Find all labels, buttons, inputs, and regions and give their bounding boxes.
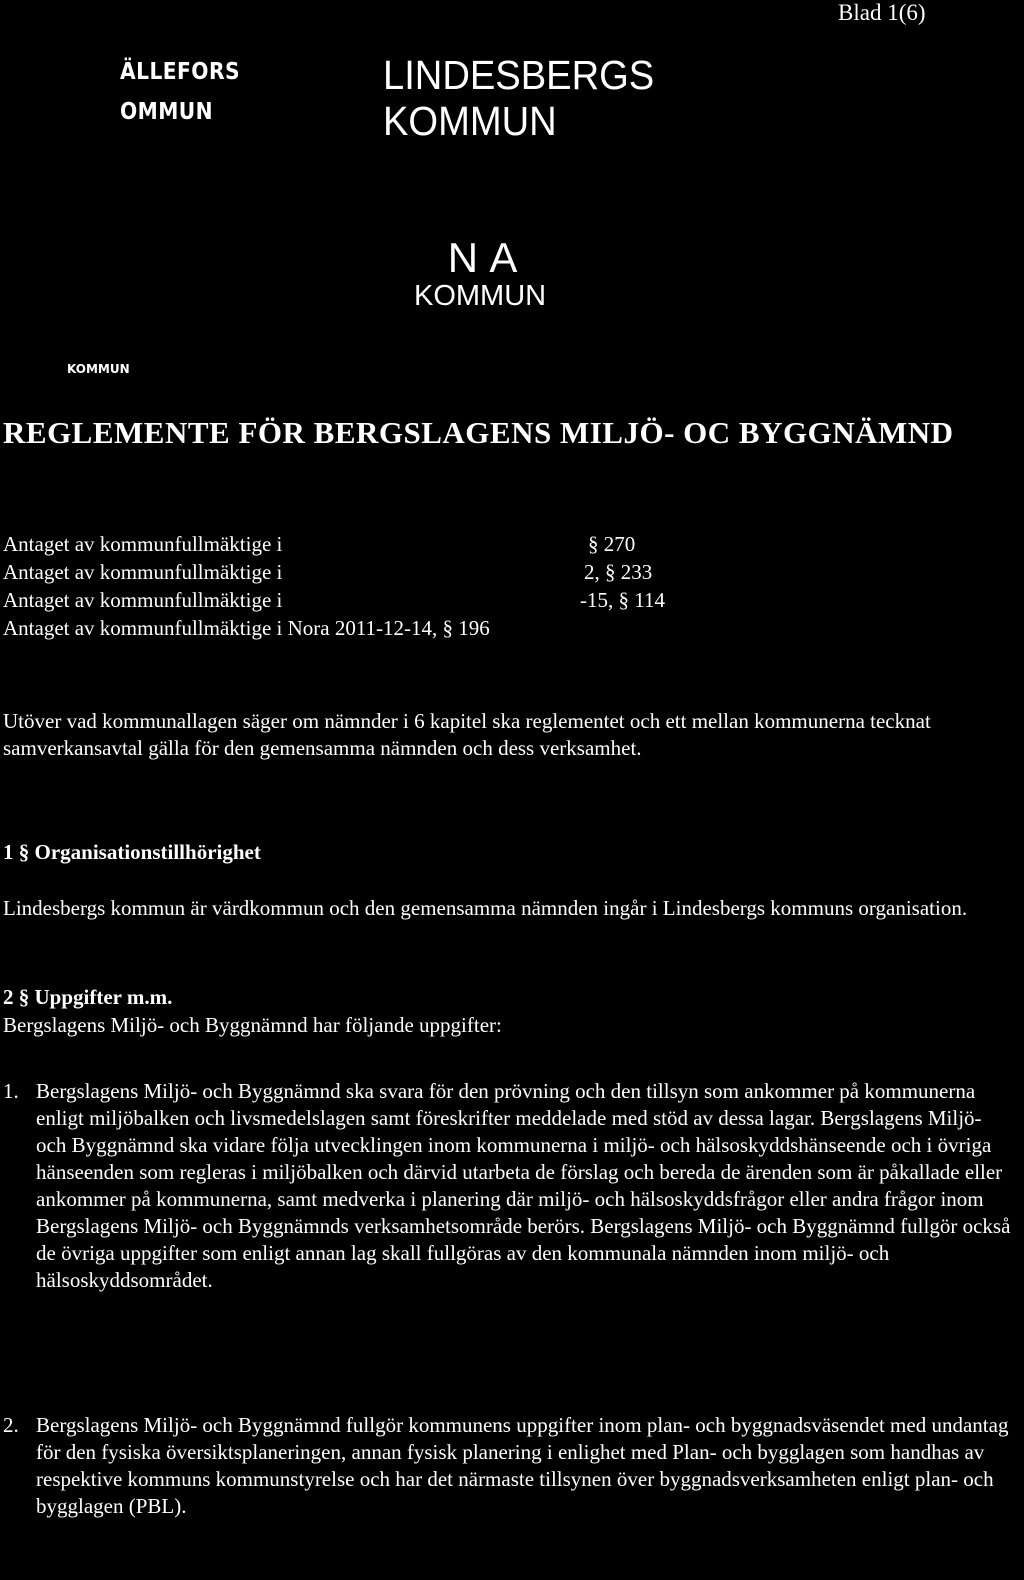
hallefors-kommun-logo	[120, 52, 240, 132]
nora-kommun-logo	[414, 236, 546, 312]
section-1-body: Lindesbergs kommun är värdkommun och den gemensamma nämnden ingår i Lindesbergs kommuns organisation.	[3, 896, 968, 920]
lindesbergs-kommun-logo	[383, 52, 654, 144]
document-title: REGLEMENTE FÖR BERGSLAGENS MILJÖ- OC BYGGNÄMND	[3, 415, 954, 450]
intro-paragraph: Utöver vad kommunallagen säger om nämnder i 6 kapitel ska reglementet och ett mellan kommunerna tecknat samverkansavtal gälla för den gemensamma nämnden och dess verksamhet.	[3, 709, 931, 760]
logo-line: KOMMUN	[414, 280, 547, 312]
adoption-label: Antaget av kommunfullmäktige i	[3, 560, 283, 584]
adoption-ref: § 270	[588, 532, 636, 556]
list-item	[3, 1412, 1013, 1520]
page-number: Blad 1(6)	[838, 0, 926, 25]
ljusnarsbergs-kommun-logo: KOMMUN	[67, 362, 130, 376]
adoption-label: Antaget av kommunfullmäktige i Nora 2011-12-14, § 196	[3, 616, 490, 640]
logo-line: ÄLLEFORS	[120, 59, 241, 85]
list-text: Bergslagens Miljö- och Byggnämnd fullgör kommunens uppgifter inom plan- och byggnadsväsendet med undantag för den fysiska översiktsplaneringen, annan fysisk planering i enlighet med Plan- och bygglagen som handhas av respektive kommuns kommunstyrelse och har det närmaste tillsynen över byggnadsverksamheten enligt plan- och bygglagen (PBL).	[36, 1413, 1009, 1518]
section-2-heading: 2 § Uppgifter m.m.	[3, 985, 173, 1009]
adoption-label: Antaget av kommunfullmäktige i	[3, 532, 283, 556]
list-item	[3, 1078, 1013, 1294]
logo-line: LINDESBERGS	[383, 52, 655, 98]
list-number: 1.	[3, 1079, 19, 1103]
section-2-lead: Bergslagens Miljö- och Byggnämnd har följande uppgifter:	[3, 1013, 502, 1037]
logo-line: OMMUN	[120, 99, 214, 125]
section-1-heading: 1 § Organisationstillhörighet	[3, 840, 261, 864]
adoption-ref: -15, § 114	[580, 588, 665, 612]
adoption-ref: 2, § 233	[584, 560, 653, 584]
logo-line: KOMMUN	[383, 98, 557, 144]
adoption-label: Antaget av kommunfullmäktige i	[3, 588, 283, 612]
logo-line: N A	[447, 234, 519, 281]
list-text: Bergslagens Miljö- och Byggnämnd ska svara för den prövning och den tillsyn som ankommer på kommunerna enligt miljöbalken och livsmedelslagen samt föreskrifter meddelade med stöd av dessa lagar. Bergslagens Miljö- och Byggnämnd ska vidare följa utvecklingen inom kommunerna i miljö- och hälsoskyddshänseende och i övriga hänseenden som regleras i miljöbalken och därvid utarbeta de förslag och bereda de ärenden som är påkallade eller ankommer på kommunerna, samt medverka i planering där miljö- och hälsoskyddsfrågor eller andra frågor inom Bergslagens Miljö- och Byggnämnds verksamhetsområde berörs. Bergslagens Miljö- och Byggnämnd fullgör också de övriga uppgifter som enligt annan lag skall fullgöras av den kommunala nämnden inom miljö- och hälsoskyddsområdet.	[36, 1079, 1011, 1292]
list-number: 2.	[3, 1413, 19, 1437]
